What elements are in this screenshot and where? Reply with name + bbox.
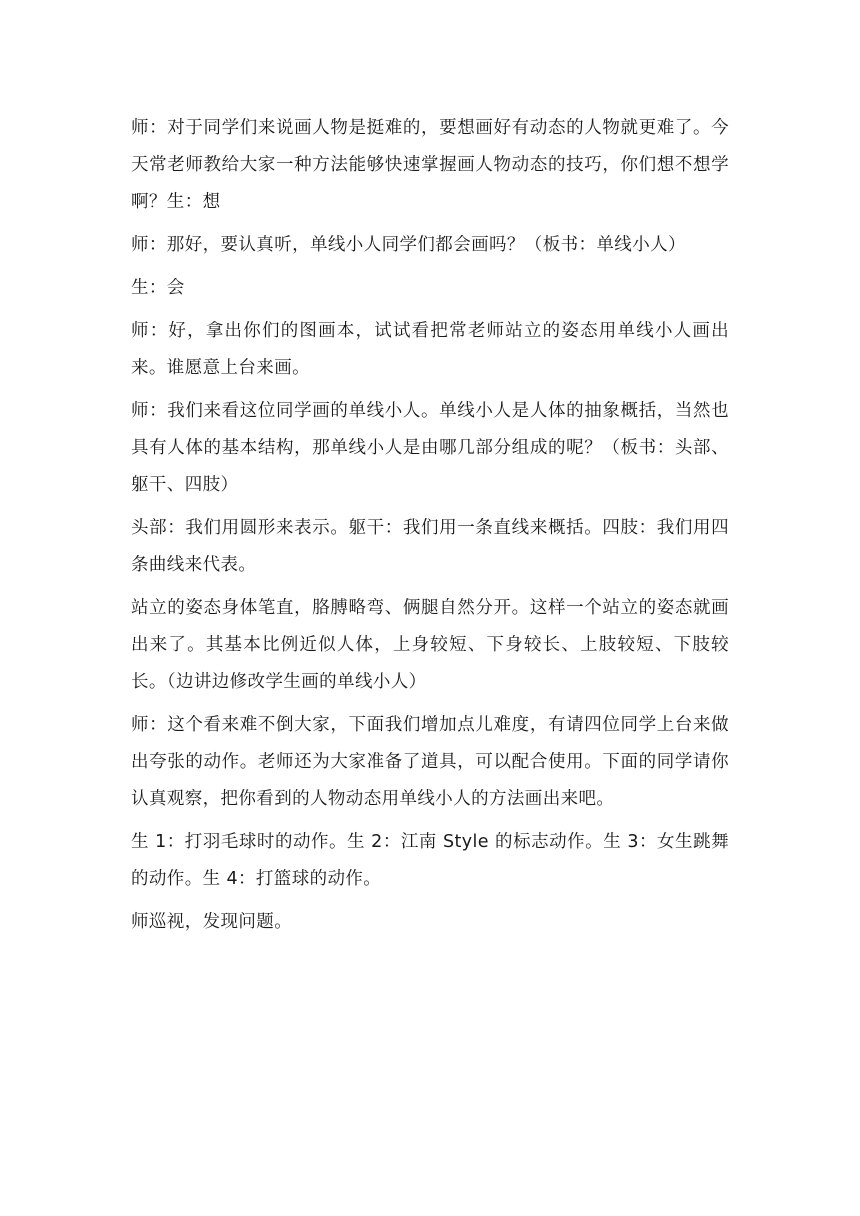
paragraph-4: 师：好，拿出你们的图画本，试试看把常老师站立的姿态用单线小人画出来。谁愿意上台来画。 xyxy=(131,321,729,378)
paragraph-10: 师巡视，发现问题。 xyxy=(131,912,293,932)
paragraph-6: 头部：我们用圆形来表示。躯干：我们用一条直线来概括。四肢：我们用四条曲线来代表。 xyxy=(131,518,729,575)
paragraph-1: 师：对于同学们来说画人物是挺难的，要想画好有动态的人物就更难了。今天常老师教给大家一种方法能够快速掌握画人物动态的技巧，你们想不想学啊？生：想 xyxy=(131,118,729,212)
paragraph-9: 生 1：打羽毛球时的动作。生 2：江南 Style 的标志动作。生 3：女生跳舞的动作。生 4：打篮球的动作。 xyxy=(131,832,729,889)
paragraph-3: 生：会 xyxy=(131,278,185,298)
document-body xyxy=(131,110,729,947)
paragraph-8: 师：这个看来难不倒大家，下面我们增加点儿难度，有请四位同学上台来做出夸张的动作。老师还为大家准备了道具，可以配合使用。下面的同学请你认真观察，把你看到的人物动态用单线小人的方法画出来吧。 xyxy=(131,715,729,809)
paragraph-2: 师：那好，要认真听，单线小人同学们都会画吗？（板书：单线小人） xyxy=(131,235,686,255)
paragraph-5: 师：我们来看这位同学画的单线小人。单线小人是人体的抽象概括，当然也具有人体的基本结构，那单线小人是由哪几部分组成的呢？（板书：头部、躯干、四肢） xyxy=(131,401,729,495)
paragraph-7: 站立的姿态身体笔直，胳膊略弯、俩腿自然分开。这样一个站立的姿态就画出来了。其基本比例近似人体，上身较短、下身较长、上肢较短、下肢较长。（边讲边修改学生画的单线小人） xyxy=(131,598,729,692)
